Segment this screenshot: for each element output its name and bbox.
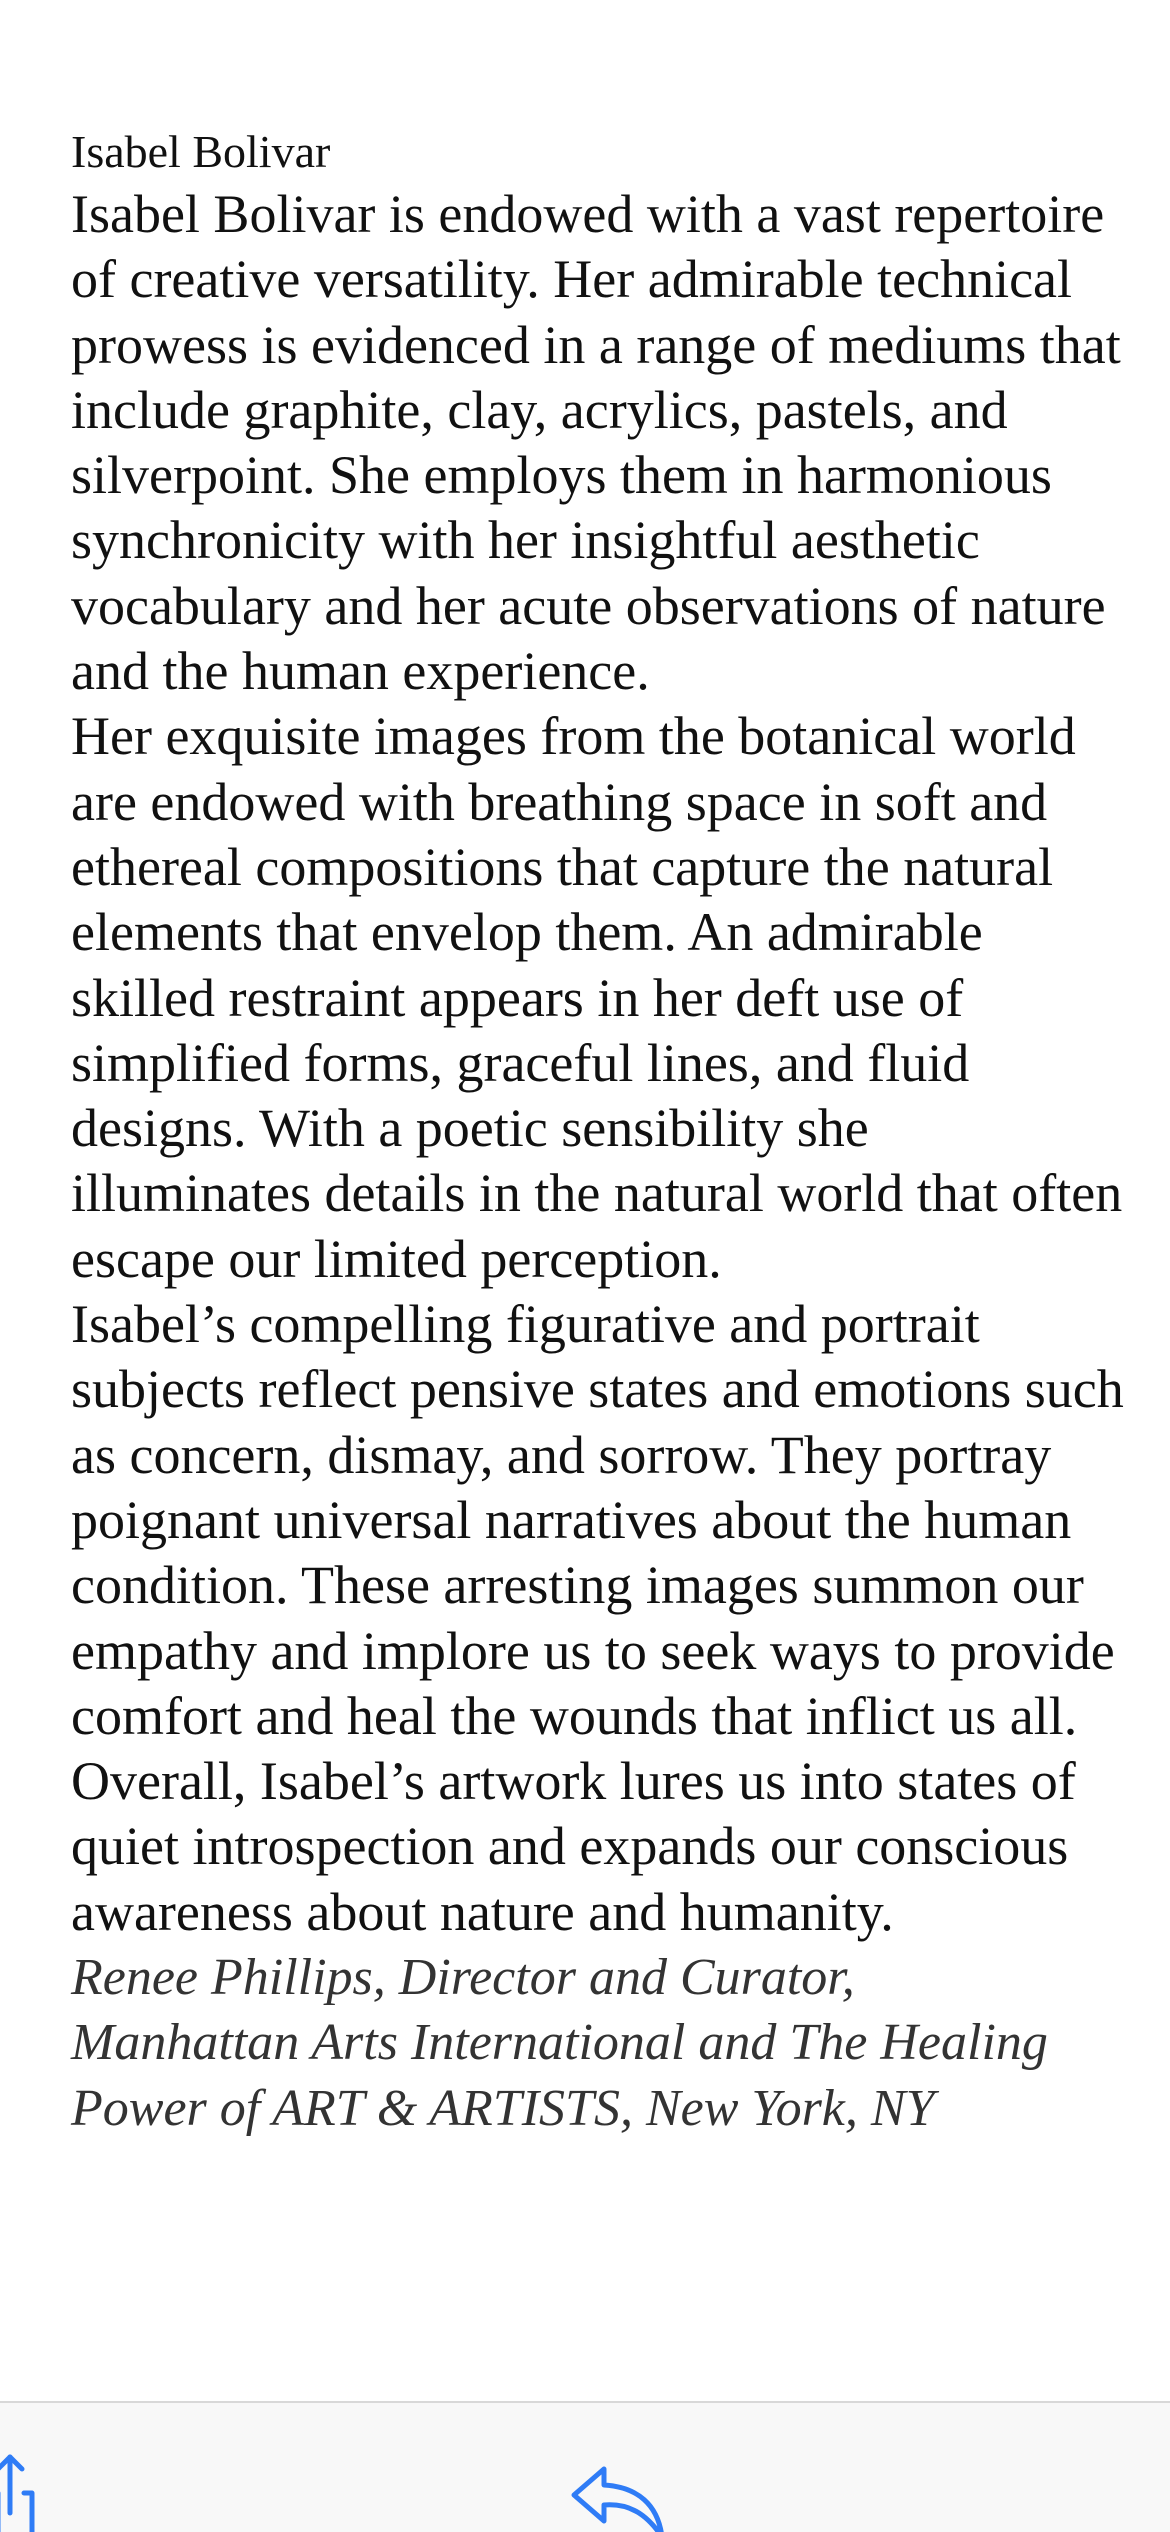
- reply-icon[interactable]: [570, 2465, 670, 2532]
- paragraph-1: Isabel Bolivar is endowed with a vast repertoire of creative versatility. Her admirable technical prowess is evidenced in a range of mediums that include graphite, clay, acrylics, pastels, and silverpoint. She employs them in harmonious synchronicity with her insightful aesthetic vocabulary and her acute observations of nature and the human experience.: [71, 184, 1121, 702]
- paragraph-2: Her exquisite images from the botanical world are endowed with breathing space in soft and ethereal compositions that capture the natural elements that envelop them. An admirable skilled restraint appears in her deft use of simplified forms, graceful lines, and fluid designs. With a poetic sensibility she illuminates details in the natural world that often escape our limited perception.: [71, 706, 1123, 1289]
- share-icon[interactable]: [0, 2453, 46, 2532]
- author-credit: Renee Phillips, Director and Curator, Manhattan Arts International and The Healing Power of ART & ARTISTS, New York, NY: [71, 1949, 1048, 2137]
- paragraph-4: Overall, Isabel’s artwork lures us into states of quiet introspection and expands our conscious awareness about nature and humanity.: [71, 1751, 1076, 1942]
- article-title: Isabel Bolivar: [71, 126, 331, 177]
- article-body: [71, 122, 1170, 2141]
- bottom-toolbar: [0, 2401, 1170, 2532]
- paragraph-3: Isabel’s compelling figurative and portrait subjects reflect pensive states and emotions such as concern, dismay, and sorrow. They portray poignant universal narratives about the human condition. These arresting images summon our empathy and implore us to seek ways to provide comfort and heal the wounds that inflict us all.: [71, 1294, 1124, 1746]
